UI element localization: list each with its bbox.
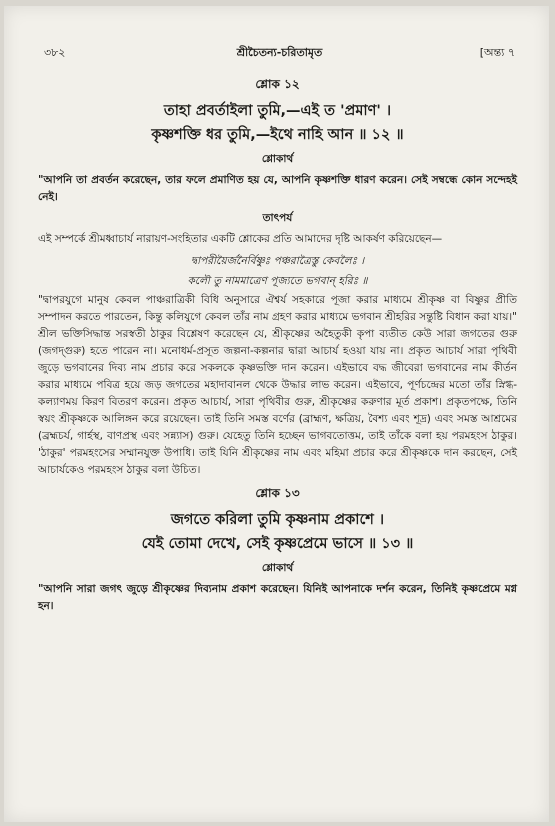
purport-quote-line-2: কলৌ তু নামমাত্রেণ পূজ্যতে ভগবান্ হরিঃ ॥ bbox=[187, 275, 368, 287]
sloka-12-line-2: কৃষ্ণশক্তি ধর তুমি,—ইথে নাহি আন ॥ ১২ ॥ bbox=[151, 127, 404, 143]
purport-body: "দ্বাপরযুগে মানুষ কেবল পাঞ্চরাত্রিকী বিধি অনুসারে ঐশ্বর্য সহকারে পূজা করার মাধ্যমে শ্রীকৃষ্ণ বা বিষ্ণুর প্রীতি সম্পাদন করতে পারতেন, কিন্তু কলিযুগে কেবল তাঁর নাম গ্রহণ করার মাধ্যমে ভগবান শ্রীহরির সন্তুষ্টি বিধান করা যায়।" শ্রীল ভক্তিসিদ্ধান্ত সরস্বতী ঠাকুর বিশ্লেষণ করেছেন যে, শ্রীকৃষ্ণের অহৈতুকী কৃপা ব্যতীত কেউ সারা জগতের গুরু (জগদ্গুরু) হতে পারেন না। মনোধর্ম-প্রসূত জল্পনা-কল্পনার দ্বারা আচার্য হওয়া যায় না। প্রকৃত আচার্য সারা পৃথিবী জুড়ে ভগবানের দিব্য নাম প্রচার করে সকলকে কৃষ্ণভক্তি দান করেন। এইভাবে বদ্ধ জীবেরা ভগবানের নাম কীর্তন করার মাধ্যমে পবিত্র হয়ে জড় জগতের মহাদাবানল থেকে উদ্ধার লাভ করেন। এইভাবে, পূর্ণচন্দ্রের মতো তাঁর স্নিগ্ধ-কল্যাণময় কিরণ বিতরণ করেন। প্রকৃত আচার্য, সারা পৃথিবীর গুরু, শ্রীকৃষ্ণের করুণার মূর্ত প্রকাশ। প্রকৃতপক্ষে, তিনি স্বয়ং শ্রীকৃষ্ণকে আলিঙ্গন করে রয়েছেন। তাই তিনি সমস্ত বর্ণের (ব্রাহ্মণ, ক্ষত্রিয়, বৈশ্য এবং শূদ্র) এবং সমস্ত আশ্রমের (ব্রহ্মচর্য, গার্হস্থ, বাণপ্রস্থ এবং সন্ন্যাস) গুরু। যেহেতু তিনি হচ্ছেন ভাগবতোত্তম, তাই তাঁকে বলা হয় পরমহংস ঠাকুর। 'ঠাকুর' পরমহংসের সম্মানযুক্ত উপাধি। তাই যিনি শ্রীকৃষ্ণের নাম এবং মহিমা প্রচার করে শ্রীকৃষ্ণকে দান করছেন, সেই আচার্যকেও পরমহংস ঠাকুর বলা উচিত। bbox=[38, 294, 518, 476]
sloka-13-line-1: জগতে করিলা তুমি কৃষ্ণনাম প্রকাশে । bbox=[170, 512, 385, 528]
page-header bbox=[44, 44, 515, 64]
sloka-13-translation-heading: শ্লোকার্থ bbox=[261, 562, 294, 574]
sloka-13-line-2: যেই তোমা দেখে, সেই কৃষ্ণপ্রেমে ভাসে ॥ ১৩ ॥ bbox=[141, 536, 414, 552]
sloka-12-translation-heading: শ্লোকার্থ bbox=[261, 153, 294, 165]
sloka-13-heading: শ্লোক ১৩ bbox=[255, 486, 300, 500]
purport-heading: তাৎপর্য bbox=[262, 212, 293, 224]
page-number: ৩৮২ bbox=[44, 46, 66, 59]
sloka-13-translation: "আপনি সারা জগৎ জুড়ে শ্রীকৃষ্ণের দিব্যনাম প্রকাশ করেছেন। যিনিই আপনাকে দর্শন করেন, তিনিই কৃষ্ণপ্রেমে মগ্ন হন। bbox=[38, 583, 517, 612]
book-title: শ্রীচৈতন্য-চরিতামৃত bbox=[236, 46, 323, 59]
sloka-12-section bbox=[38, 76, 517, 206]
purport-quote-line-1: দ্বাপরীয়ৈর্জনৈর্বিষ্ণুঃ পঞ্চরাত্রৈস্তু কেবলৈঃ । bbox=[190, 255, 365, 267]
book-page bbox=[4, 6, 549, 822]
purport-intro: এই সম্পর্কে শ্রীমধ্বাচার্য নারায়ণ-সংহিতার একটি শ্লোকের প্রতি আমাদের দৃষ্টি আকর্ষণ করিয়েছেন— bbox=[38, 233, 443, 245]
sloka-12-translation: "আপনি তা প্রবর্তন করেছেন, তার ফলে প্রমাণিত হয় যে, আপনি কৃষ্ণশক্তি ধারণ করেন। সেই সম্বন্ধে কোন সন্দেহই নেই। bbox=[38, 174, 517, 203]
purport-section bbox=[38, 211, 517, 479]
sloka-12-heading: শ্লোক ১২ bbox=[255, 77, 300, 91]
sloka-13-section bbox=[38, 485, 517, 615]
sloka-12-line-1: তাহা প্রবর্তাইলা তুমি,—এই ত 'প্রমাণ' । bbox=[163, 103, 392, 119]
chapter-reference: [অন্ত্য ৭ bbox=[479, 46, 515, 59]
page-content bbox=[38, 70, 517, 619]
